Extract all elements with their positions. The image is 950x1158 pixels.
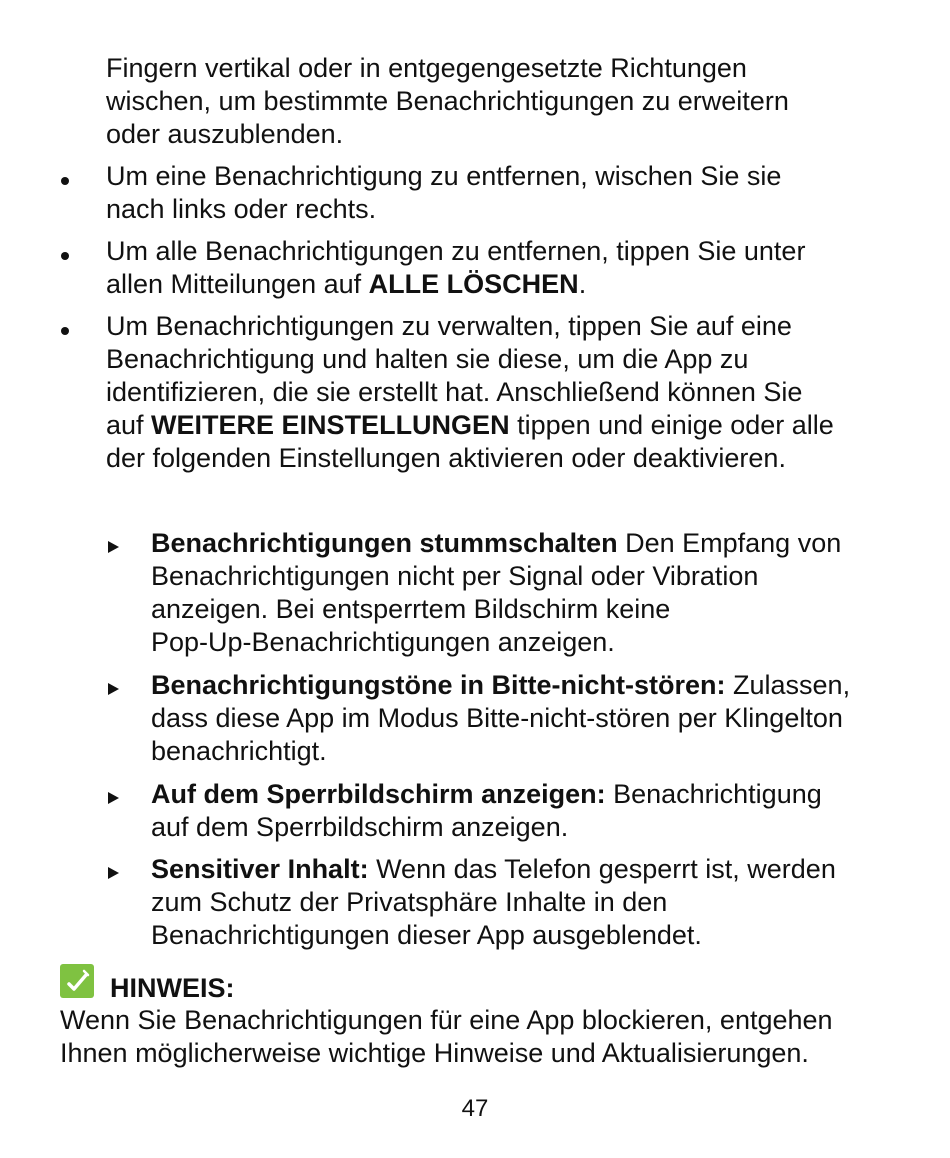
subitem-line <box>151 527 841 560</box>
subitem-term: Sensitiver Inhalt: <box>151 854 369 884</box>
note-body <box>60 1004 833 1070</box>
pencil-check-icon <box>60 964 94 998</box>
subitem-line: dass diese App im Modus Bitte-nicht-stören per Klingelton <box>151 703 843 733</box>
subitem-term: Benachrichtigungen stummschalten <box>151 528 618 558</box>
clear-all-term: ALLE LÖSCHEN <box>368 269 579 299</box>
text-run: Zulassen, <box>725 670 851 700</box>
bullet-line <box>106 268 805 301</box>
bullet-item-remove-all <box>106 235 805 301</box>
triangle-bullet-icon <box>108 683 119 695</box>
text-run: Wenn das Telefon gesperrt ist, werden <box>368 854 836 884</box>
note-line: Wenn Sie Benachrichtigungen für eine App blockieren, entgehen <box>60 1005 833 1035</box>
triangle-bullet-icon <box>108 867 119 879</box>
pencil-check-icon-svg <box>60 964 94 998</box>
bullet-item-remove-one <box>106 160 781 226</box>
subitem-term: Benachrichtigungstöne in Bitte-nicht-stören: <box>151 670 726 700</box>
text-run: allen Mitteilungen auf <box>106 269 369 299</box>
bullet-dot <box>61 252 69 260</box>
subitem-line <box>151 669 850 702</box>
intro-line: Fingern vertikal oder in entgegengesetzte Richtungen <box>106 53 747 83</box>
subitem-mute <box>151 527 841 659</box>
subitem-sensitive <box>151 853 836 952</box>
subitem-line <box>151 778 822 811</box>
text-run: Benachrichtigung <box>605 779 822 809</box>
subitem-line: Benachrichtigungen dieser App ausgeblendet. <box>151 920 702 950</box>
subitem-line <box>151 853 836 886</box>
bullet-line: nach links oder rechts. <box>106 194 377 224</box>
bullet-line: Um Benachrichtigungen zu verwalten, tippen Sie auf eine <box>106 311 792 341</box>
bullet-line: Um alle Benachrichtigungen zu entfernen, tippen Sie unter <box>106 236 806 266</box>
bullet-line: Benachrichtigung und halten sie diese, um die App zu <box>106 344 749 374</box>
intro-paragraph <box>106 52 789 151</box>
bullet-line <box>106 409 834 442</box>
intro-line: oder auszublenden. <box>106 119 344 149</box>
subitem-line: anzeigen. Bei entsperrtem Bildschirm keine <box>151 594 671 624</box>
page-number: 47 <box>461 1095 489 1122</box>
bullet-line: der folgenden Einstellungen aktivieren oder deaktivieren. <box>106 443 786 473</box>
text-run: auf <box>106 410 152 440</box>
subitem-dnd-sounds <box>151 669 850 768</box>
subitem-term: Auf dem Sperrbildschirm anzeigen: <box>151 779 606 809</box>
subitem-line: benachrichtigt. <box>151 736 327 766</box>
text-run: tippen und einige oder alle <box>509 410 834 440</box>
bullet-dot <box>61 327 69 335</box>
text-run: . <box>578 269 587 299</box>
text-run: Den Empfang von <box>617 528 842 558</box>
bullet-line: identifizieren, die sie erstellt hat. Anschließend können Sie <box>106 377 803 407</box>
bullet-item-manage <box>106 310 834 475</box>
note-line: Ihnen möglicherweise wichtige Hinweise und Aktualisierungen. <box>60 1038 809 1068</box>
subitem-line: auf dem Sperrbildschirm anzeigen. <box>151 812 569 842</box>
bullet-line: Um eine Benachrichtigung zu entfernen, wischen Sie sie <box>106 161 782 191</box>
subitem-line: Pop-Up-Benachrichtigungen anzeigen. <box>151 627 615 657</box>
intro-line: wischen, um bestimmte Benachrichtigungen zu erweitern <box>106 86 789 116</box>
more-settings-term: WEITERE EINSTELLUNGEN <box>151 410 510 440</box>
subitem-line: Benachrichtigungen nicht per Signal oder Vibration <box>151 561 759 591</box>
triangle-bullet-icon <box>108 541 119 553</box>
subitem-line: zum Schutz der Privatsphäre Inhalte in den <box>151 887 668 917</box>
bullet-dot <box>61 177 69 185</box>
triangle-bullet-icon <box>108 792 119 804</box>
note-title: HINWEIS: <box>110 973 235 1003</box>
subitem-lockscreen <box>151 778 822 844</box>
